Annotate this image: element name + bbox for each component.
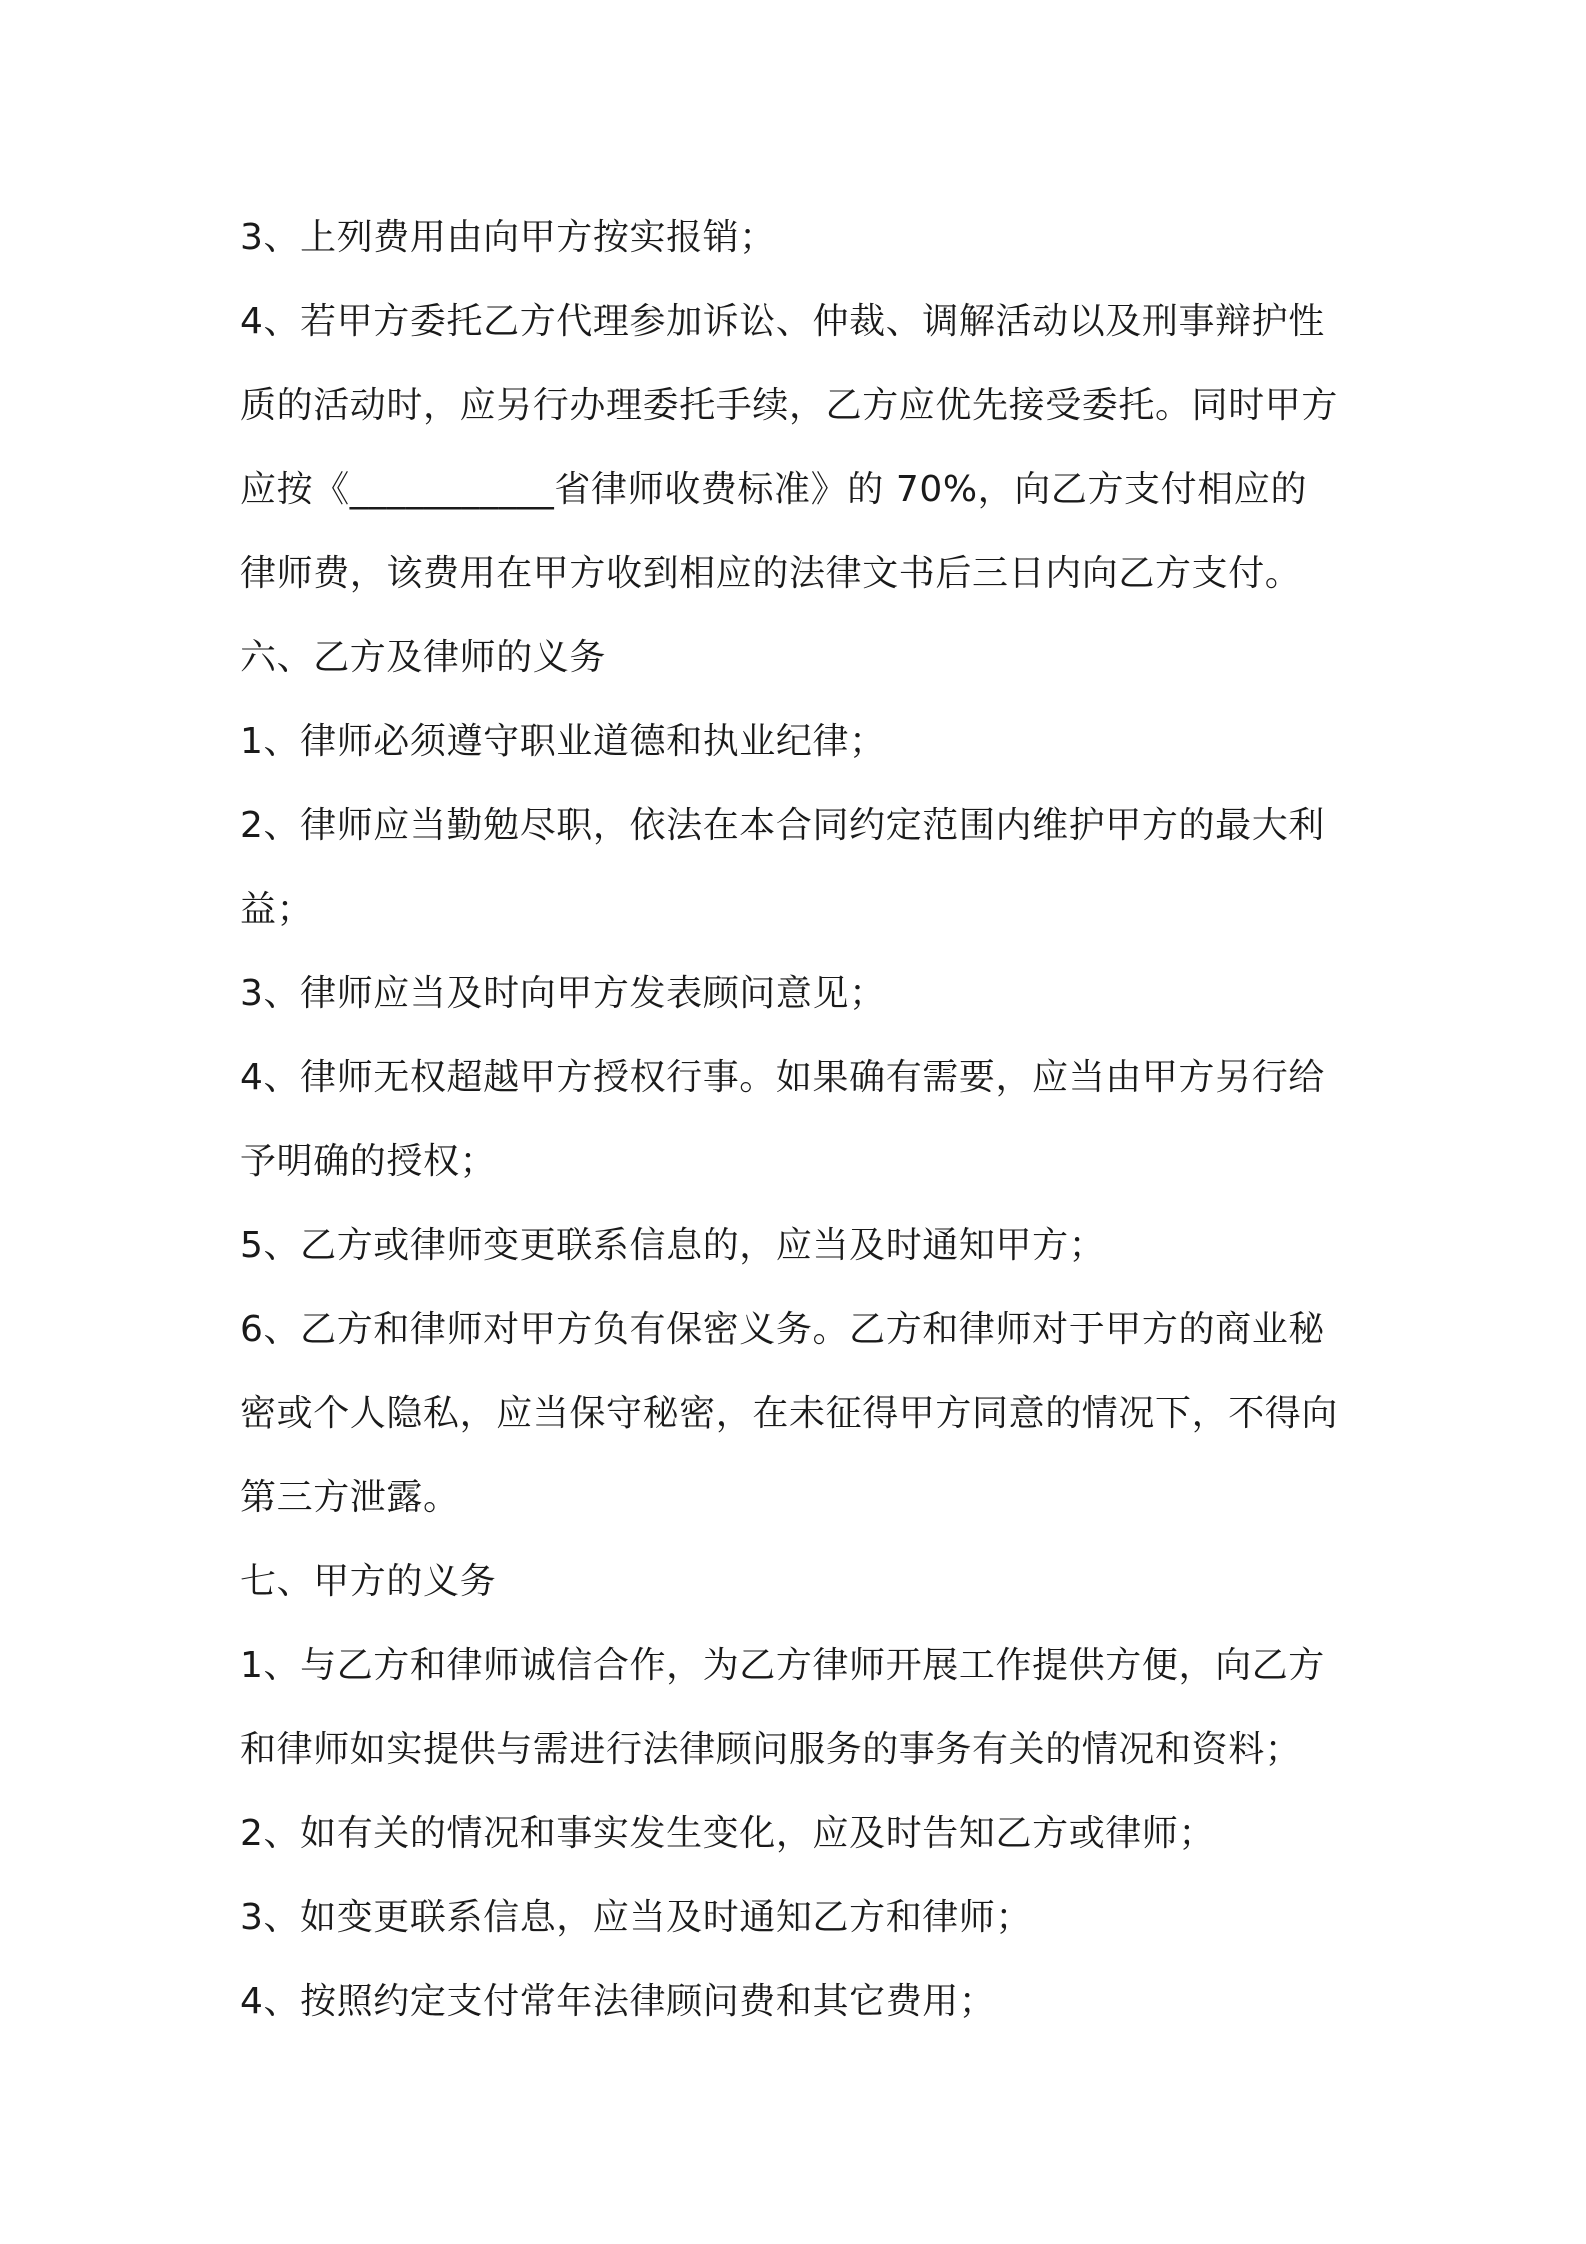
clause-3-expense-reimbursement: 3、上列费用由向甲方按实报销；	[240, 217, 776, 258]
section-7-item-3: 3、如变更联系信息，应当及时通知乙方和律师；	[240, 1897, 1033, 1938]
section-7-item-1-line-2: 和律师如实提供与需进行法律顾问服务的事务有关的情况和资料；	[240, 1729, 1302, 1770]
clause-4-litigation-line-1: 4、若甲方委托乙方代理参加诉讼、仲裁、调解活动以及刑事辩护性	[240, 301, 1325, 342]
section-6-item-2-line-2: 益；	[240, 889, 314, 930]
clause-4-litigation-line-2: 质的活动时，应另行办理委托手续，乙方应优先接受委托。同时甲方	[240, 385, 1339, 426]
section-6-item-4-line-2: 予明确的授权；	[240, 1141, 497, 1182]
section-6-item-6-line-1: 6、乙方和律师对甲方负有保密义务。乙方和律师对于甲方的商业秘	[240, 1309, 1325, 1350]
section-7-item-1-line-1: 1、与乙方和律师诚信合作，为乙方律师开展工作提供方便，向乙方	[240, 1645, 1325, 1686]
section-6-item-6-line-3: 第三方泄露。	[240, 1477, 460, 1518]
clause-4-litigation-line-3: 应按《___________省律师收费标准》的 70%，向乙方支付相应的	[240, 469, 1308, 510]
section-6-item-3: 3、律师应当及时向甲方发表顾问意见；	[240, 973, 886, 1014]
section-6-item-1: 1、律师必须遵守职业道德和执业纪律；	[240, 721, 886, 762]
clause-4-litigation-line-4: 律师费，该费用在甲方收到相应的法律文书后三日内向乙方支付。	[240, 553, 1302, 594]
section-7-item-2: 2、如有关的情况和事实发生变化，应及时告知乙方或律师；	[240, 1813, 1216, 1854]
section-6-item-4-line-1: 4、律师无权超越甲方授权行事。如果确有需要，应当由甲方另行给	[240, 1057, 1325, 1098]
section-6-heading: 六、乙方及律师的义务	[240, 637, 607, 678]
section-7-heading: 七、甲方的义务	[240, 1561, 497, 1602]
section-6-item-6-line-2: 密或个人隐私，应当保守秘密，在未征得甲方同意的情况下，不得向	[240, 1393, 1339, 1434]
document-body	[240, 196, 1354, 2044]
section-7-item-4: 4、按照约定支付常年法律顾问费和其它费用；	[240, 1981, 996, 2022]
section-6-item-2-line-1: 2、律师应当勤勉尽职，依法在本合同约定范围内维护甲方的最大利	[240, 805, 1325, 846]
section-6-item-5: 5、乙方或律师变更联系信息的，应当及时通知甲方；	[240, 1225, 1106, 1266]
